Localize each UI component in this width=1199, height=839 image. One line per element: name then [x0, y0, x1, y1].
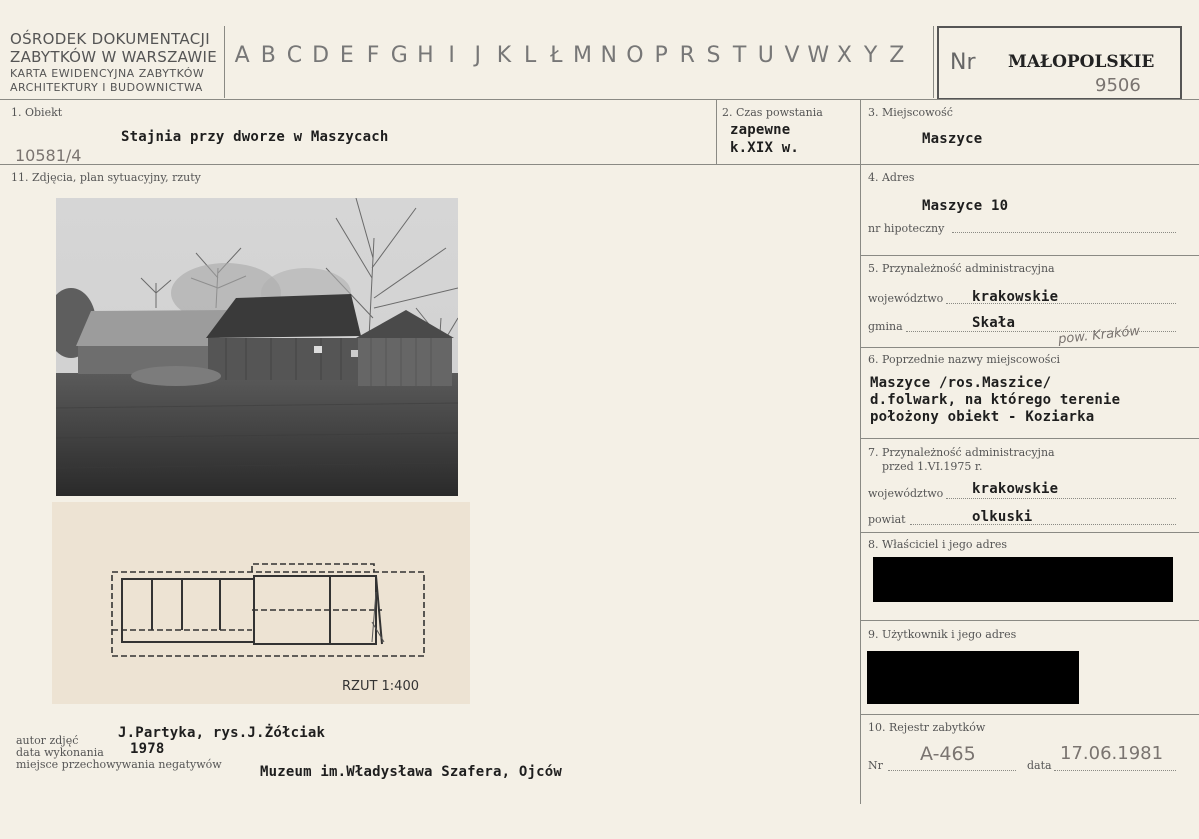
- card-type-line2: ARCHITEKTURY I BUDOWNICTWA: [10, 81, 203, 94]
- register-nr-label: Nr: [868, 759, 883, 772]
- author-value: J.Partyka, rys.J.Żółciak: [118, 725, 326, 741]
- register-date: 17.06.1981: [1060, 743, 1164, 764]
- object-handwritten-number: 10581/4: [15, 146, 82, 165]
- field5-wojewodztwo: krakowskie: [972, 289, 1059, 305]
- former-names-line1: Maszyce /ros.Maszice/: [870, 375, 1052, 391]
- index-letter: I: [448, 43, 455, 68]
- building-photo: [56, 198, 458, 496]
- field4-label: 4. Adres: [868, 171, 915, 184]
- org-name-line1: OŚRODEK DOKUMENTACJI: [10, 30, 210, 48]
- index-letter: V: [784, 43, 800, 68]
- card-type-line1: KARTA EWIDENCYJNA ZABYTKÓW: [10, 67, 205, 80]
- photo-date-label: data wykonania: [16, 746, 104, 759]
- index-letters: [229, 43, 910, 68]
- date-line2: k.XIX w.: [730, 140, 800, 156]
- index-letter: U: [757, 43, 774, 68]
- org-name-line2: ZABYTKÓW W WARSZAWIE: [10, 48, 218, 66]
- index-letter: R: [679, 43, 695, 68]
- index-letter: B: [260, 43, 276, 68]
- index-letter: Ł: [550, 43, 563, 68]
- former-names-line2: d.folwark, na którego terenie: [870, 392, 1121, 408]
- field7-label: 7. Przynależność administracyjna: [868, 446, 1055, 459]
- index-letter: O: [626, 43, 644, 68]
- field7-label2: przed 1.VI.1975 r.: [882, 460, 983, 473]
- index-letter: X: [836, 43, 852, 68]
- index-letter: M: [573, 43, 593, 68]
- index-letter: G: [390, 43, 408, 68]
- negatives-location-label: miejsce przechowywania negatywów: [16, 758, 222, 771]
- index-letter: S: [706, 43, 721, 68]
- author-label: autor zdjęć: [16, 734, 79, 747]
- index-letter: Z: [889, 43, 905, 68]
- index-letter: K: [496, 43, 512, 68]
- index-letter: C: [286, 43, 303, 68]
- hipoteczny-label: nr hipoteczny: [868, 222, 945, 235]
- index-letter: N: [600, 43, 617, 68]
- field1-label: 1. Obiekt: [11, 106, 63, 119]
- photo-date-value: 1978: [130, 741, 165, 757]
- object-name: Stajnia przy dworze w Maszycach: [121, 129, 389, 145]
- field7-powiat: olkuski: [972, 509, 1033, 525]
- nr-label: Nr: [950, 50, 976, 75]
- locality: Maszyce: [922, 131, 983, 147]
- plan-scale-caption: RZUT 1:400: [342, 679, 419, 694]
- field5-handwritten-note: pow. Kraków: [1057, 323, 1141, 348]
- index-letter: A: [234, 43, 250, 68]
- field7-wojewodztwo: krakowskie: [972, 481, 1059, 497]
- index-letter: J: [474, 43, 482, 68]
- register-date-label: data: [1027, 759, 1052, 772]
- user-redaction: [867, 651, 1079, 704]
- field6-label: 6. Poprzednie nazwy miejscowości: [868, 353, 1061, 366]
- field2-label: 2. Czas powstania: [722, 106, 823, 119]
- negatives-location-value: Muzeum im.Władysława Szafera, Ojców: [260, 764, 563, 780]
- date-line1: zapewne: [730, 122, 791, 138]
- field5-wojewodztwo-label: województwo: [868, 292, 944, 305]
- index-letter: F: [366, 43, 380, 68]
- index-letter: Y: [863, 43, 878, 68]
- field3-label: 3. Miejscowość: [868, 106, 953, 119]
- index-letter: L: [524, 43, 537, 68]
- field7-powiat-label: powiat: [868, 513, 906, 526]
- field7-wojewodztwo-label: województwo: [868, 487, 944, 500]
- index-letter: H: [417, 43, 434, 68]
- floor-plan: [52, 502, 470, 704]
- field5-gmina-label: gmina: [868, 320, 903, 333]
- index-letter: T: [732, 43, 747, 68]
- field11-label: 11. Zdjęcia, plan sytuacyjny, rzuty: [11, 171, 201, 184]
- card-number: 9506: [1095, 75, 1141, 96]
- index-letter: W: [807, 43, 830, 68]
- index-letter: P: [654, 43, 668, 68]
- field5-label: 5. Przynależność administracyjna: [868, 262, 1055, 275]
- owner-redaction: [873, 557, 1173, 602]
- address: Maszyce 10: [922, 198, 1009, 214]
- region-name: MAŁOPOLSKIE: [1008, 52, 1155, 72]
- register-number: A-465: [920, 743, 976, 765]
- field5-gmina: Skała: [972, 315, 1016, 331]
- field8-label: 8. Właściciel i jego adres: [868, 538, 1008, 551]
- field10-label: 10. Rejestr zabytków: [868, 721, 986, 734]
- field9-label: 9. Użytkownik i jego adres: [868, 628, 1017, 641]
- index-letter: E: [339, 43, 354, 68]
- index-letter: D: [312, 43, 330, 68]
- former-names-line3: położony obiekt - Koziarka: [870, 409, 1095, 425]
